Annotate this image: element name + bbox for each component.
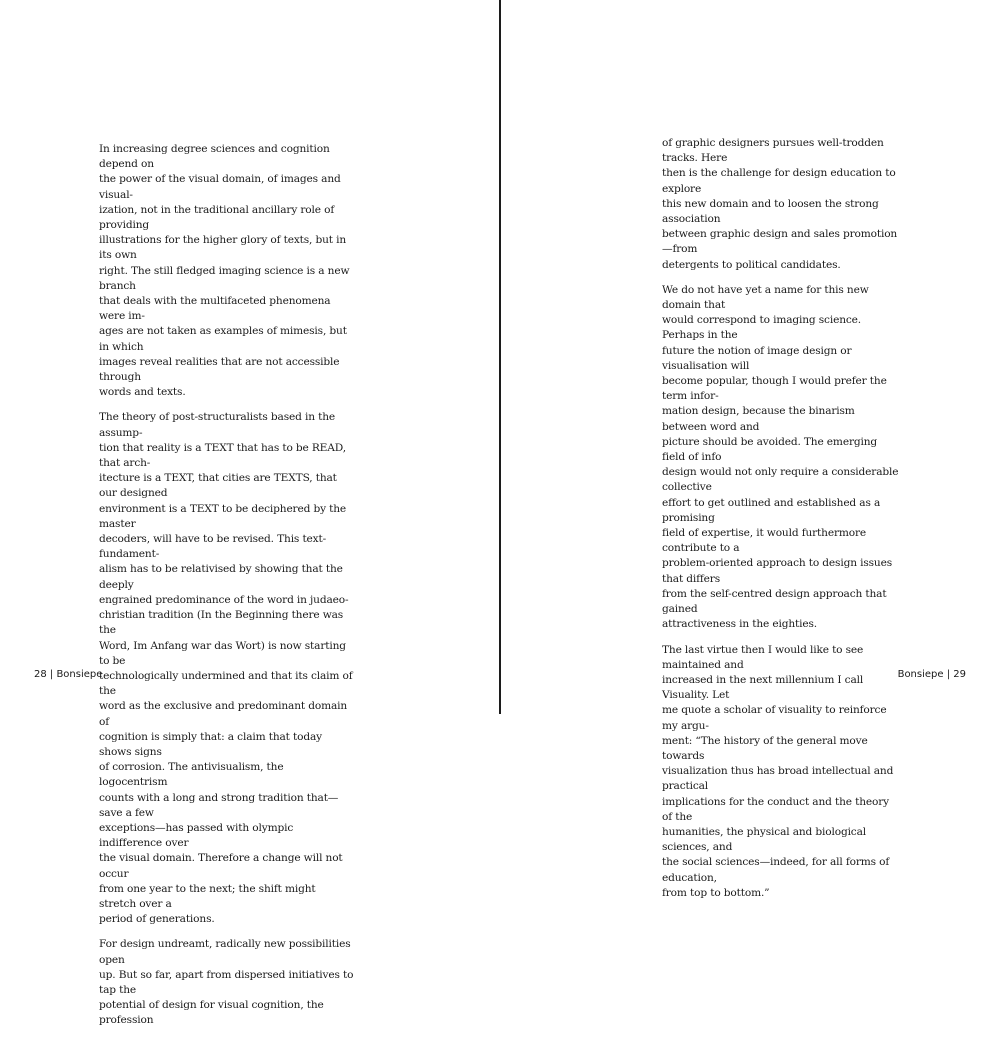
left-page-folio: 28 | Bonsiepe (34, 669, 103, 680)
left-paragraph-1: In increasing degree sciences and cognition depend on the power of the visual domain, of images and visual- ization, not in the traditional ancillary role of providing illustrations for the higher glory of texts, but in its own right. The still fledged imaging science is a new branch that deals with the multifaceted phenomena were im- ages are not taken as examples of mimesis, but in which images reveal realities that are not accessible through words and texts. (99, 143, 350, 399)
right-page-folio: Bonsiepe | 29 (897, 669, 966, 680)
right-paragraph-3: The last virtue then I would like to see maintained and increased in the next millennium I call Visuality. Let me quote a scholar of visuality to reinforce my argu- ment: “The history of the general move towards visualization thus has broad intellectual and practical implications for the conduct and the theory of the humanities, the physical and biological sciences, and the social sciences—indeed, for all forms of education, from top to bottom.” (662, 643, 894, 899)
spine-divider (499, 0, 501, 714)
right-paragraph-1: of graphic designers pursues well-trodden tracks. Here then is the challenge for design education to explore this new domain and to loosen the strong association between graphic design and sales promotion—from detergents to political candidates. (662, 137, 898, 271)
right-page-text-column (662, 136, 902, 911)
left-paragraph-3: For design undreamt, radically new possibilities open up. But so far, apart from dispersed initiatives to tap the potential of design for visual cognition, the profession (99, 938, 354, 1027)
left-paragraph-2: The theory of post-structuralists based in the assump- tion that reality is a TEXT that has to be READ, that arch- itecture is a TEXT, that cities are TEXTS, that our designed environment is a TEXT to be deciphered by the master decoders, will have to be revised. This text-fundament- alism has to be relativised by showing that the deeply engrained predominance of the word in judaeo- christian tradition (In the Beginning there was the Word, Im Anfang war das Wort) is now starting to be technologically undermined and that its claim of the word as the exclusive and predominant domain of cognition is simply that: a claim that today shows signs of corrosion. The antivisualism, the logocentrism counts with a long and strong tradition that—save a few exceptions—has passed with olympic indifference over the visual domain. Therefore a change will not occur from one year to the next; the shift might stretch over a period of generations. (99, 411, 353, 926)
right-paragraph-2: We do not have yet a name for this new domain that would correspond to imaging science. Perhaps in the future the notion of image design or visualisation will become popular, though I would prefer the term infor- mation design, because the binarism between word and picture should be avoided. The emerging field of info design would not only require a considerable collective effort to get outlined and established as a promising field of expertise, it would furthermore contribute to a problem-oriented approach to design issues that differs from the self-centred design approach that gained attractiveness in the eighties. (662, 283, 899, 631)
left-page-text-column (99, 142, 354, 1039)
